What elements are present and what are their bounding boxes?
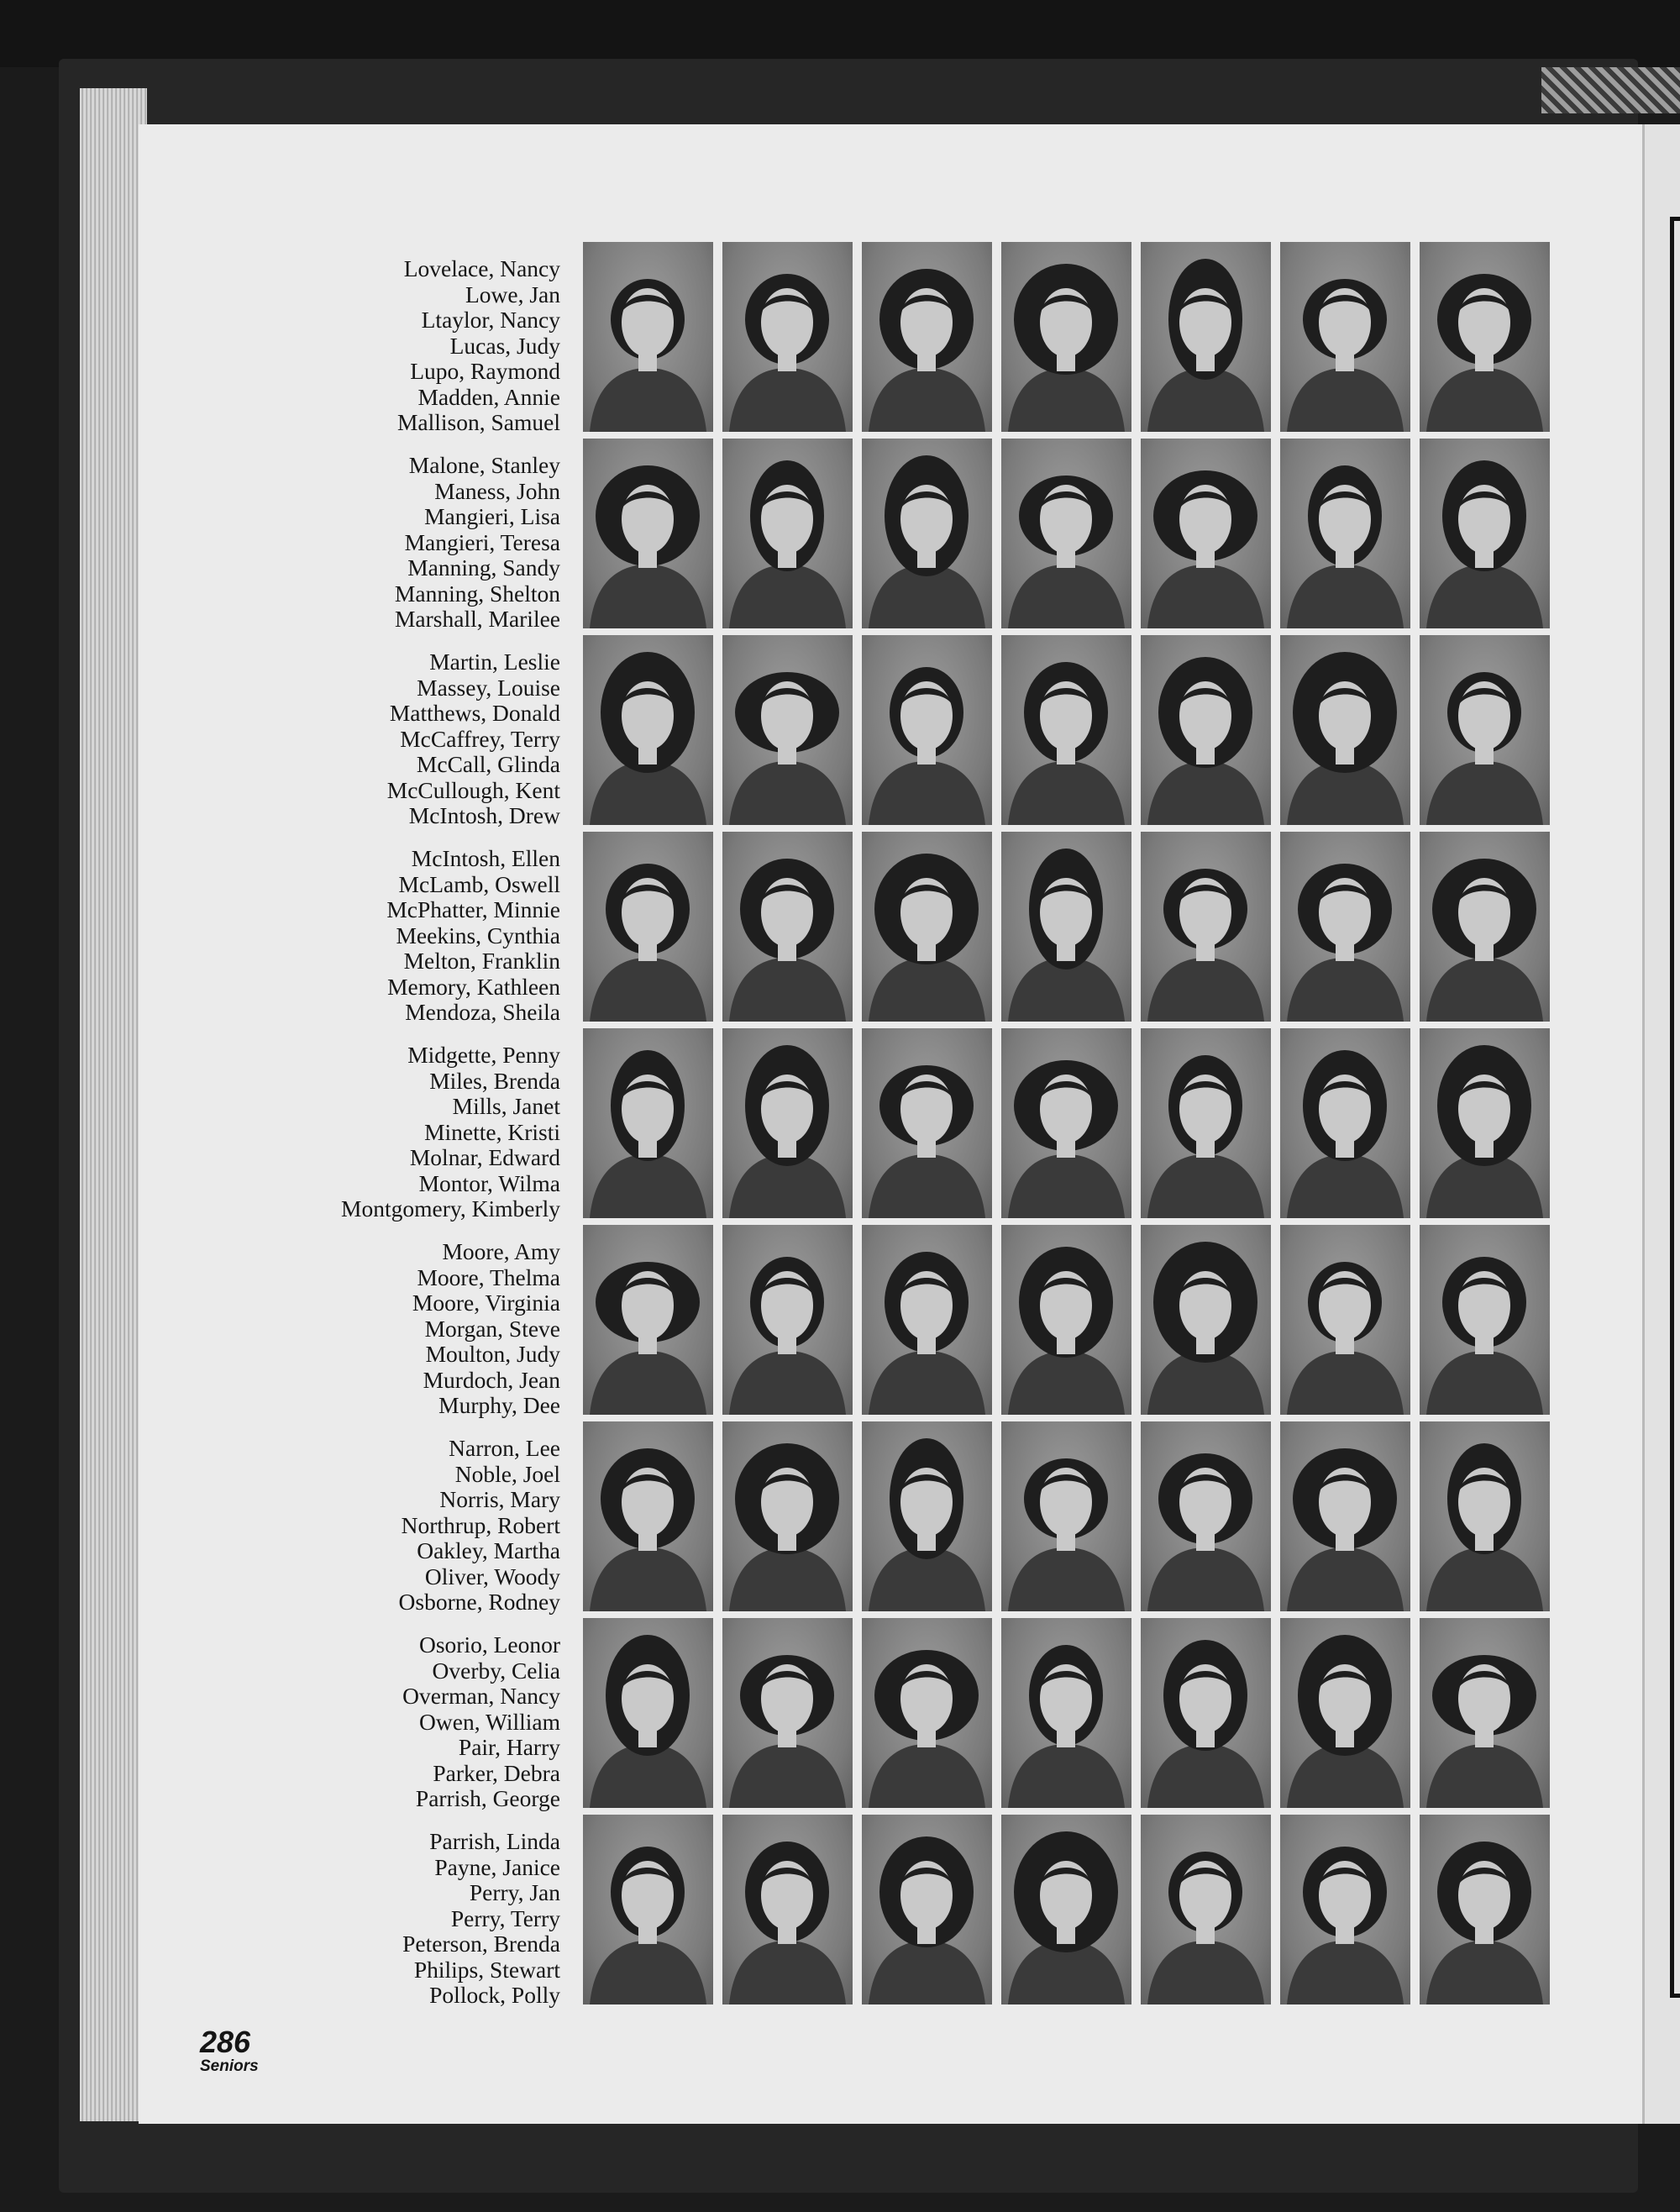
senior-name: Moore, Amy xyxy=(442,1238,560,1264)
senior-photo xyxy=(1141,1028,1271,1218)
senior-name: Philips, Stewart xyxy=(413,1956,560,1983)
senior-name: Madden, Annie xyxy=(417,383,560,410)
senior-photo xyxy=(862,1815,992,2004)
senior-name: Marshall, Marilee xyxy=(394,606,560,632)
portrait-photo-icon xyxy=(1420,1225,1550,1415)
portrait-photo-icon xyxy=(1280,439,1410,628)
senior-photo xyxy=(862,1225,992,1415)
senior-name: Overby, Celia xyxy=(432,1657,560,1684)
senior-photo xyxy=(722,1421,853,1611)
senior-name: Noble, Joel xyxy=(454,1460,560,1487)
portrait-photo-icon xyxy=(862,1028,992,1218)
senior-name: Parrish, Linda xyxy=(429,1828,560,1854)
senior-photo xyxy=(722,242,853,432)
senior-name: Pollock, Polly xyxy=(429,1982,560,2008)
portrait-photo-icon xyxy=(862,1225,992,1415)
binding-texture xyxy=(1541,67,1680,113)
senior-name: Meekins, Cynthia xyxy=(396,922,560,948)
portrait-photo-icon xyxy=(1141,1815,1271,2004)
portrait-photo-icon xyxy=(1001,242,1131,432)
senior-name: Moulton, Judy xyxy=(425,1341,560,1367)
senior-photo xyxy=(1001,242,1131,432)
portrait-photo-icon xyxy=(1420,1618,1550,1808)
senior-photo xyxy=(1141,1618,1271,1808)
portrait-photo-icon xyxy=(862,832,992,1022)
senior-photo xyxy=(1280,439,1410,628)
senior-name: McPhatter, Minnie xyxy=(386,896,560,922)
senior-name: McCullough, Kent xyxy=(386,776,560,803)
portrait-photo-icon xyxy=(862,635,992,825)
portrait-photo-icon xyxy=(1141,1421,1271,1611)
portrait-photo-icon xyxy=(722,1421,853,1611)
senior-name: McLamb, Oswell xyxy=(398,870,560,897)
senior-name: Osorio, Leonor xyxy=(418,1631,560,1658)
portrait-photo-icon xyxy=(1280,635,1410,825)
senior-name: Mallison, Samuel xyxy=(396,409,560,435)
portrait-photo-icon xyxy=(1001,439,1131,628)
portrait-photo-icon xyxy=(862,242,992,432)
senior-photo xyxy=(1001,1815,1131,2004)
page-number: 286 xyxy=(200,2025,251,2059)
senior-photo xyxy=(1001,1618,1131,1808)
senior-photo xyxy=(1280,635,1410,825)
senior-photo xyxy=(1420,242,1550,432)
senior-photo xyxy=(722,635,853,825)
portrait-photo-icon xyxy=(1420,1028,1550,1218)
senior-name: Payne, Janice xyxy=(434,1853,560,1880)
portrait-photo-icon xyxy=(1280,832,1410,1022)
senior-name: McCall, Glinda xyxy=(416,751,560,777)
portrait-photo-icon xyxy=(1280,1028,1410,1218)
senior-name: McCaffrey, Terry xyxy=(400,725,560,752)
senior-photo xyxy=(862,1028,992,1218)
name-group xyxy=(252,1829,560,2025)
portrait-photo-icon xyxy=(1141,635,1271,825)
senior-photo xyxy=(1420,1225,1550,1415)
senior-photo xyxy=(1001,439,1131,628)
senior-name: Maness, John xyxy=(434,477,560,504)
senior-photo xyxy=(862,242,992,432)
senior-photo xyxy=(862,832,992,1022)
senior-photo xyxy=(1001,832,1131,1022)
portrait-photo-icon xyxy=(1280,1618,1410,1808)
senior-name: Parker, Debra xyxy=(433,1759,560,1786)
senior-photo xyxy=(862,1618,992,1808)
senior-photo xyxy=(1280,1815,1410,2004)
senior-photo xyxy=(722,1618,853,1808)
portrait-photo-icon xyxy=(1280,242,1410,432)
senior-photo xyxy=(583,1028,713,1218)
senior-photo xyxy=(862,635,992,825)
senior-name: Osborne, Rodney xyxy=(398,1589,560,1615)
senior-name: McIntosh, Drew xyxy=(408,802,560,828)
portrait-photo-icon xyxy=(1420,1421,1550,1611)
page-edges xyxy=(80,88,147,2121)
senior-name: Manning, Sandy xyxy=(407,554,560,581)
portrait-photo-icon xyxy=(583,1815,713,2004)
portrait-photo-icon xyxy=(583,439,713,628)
senior-name: Lovelace, Nancy xyxy=(403,255,560,281)
senior-name: Murdoch, Jean xyxy=(423,1366,560,1393)
senior-photo xyxy=(1420,439,1550,628)
senior-name: Montor, Wilma xyxy=(418,1169,560,1196)
senior-photo xyxy=(1001,1028,1131,1218)
senior-name: Parrish, George xyxy=(415,1785,560,1811)
senior-photo xyxy=(1141,635,1271,825)
senior-photo xyxy=(1420,1421,1550,1611)
senior-photo xyxy=(722,1815,853,2004)
senior-name: Mendoza, Sheila xyxy=(405,999,560,1025)
senior-name: Lucas, Judy xyxy=(449,332,560,359)
portrait-photo-icon xyxy=(583,1618,713,1808)
name-group xyxy=(252,649,560,846)
portrait-photo-icon xyxy=(722,1225,853,1415)
senior-name: Martin, Leslie xyxy=(429,649,560,675)
senior-photo xyxy=(1280,1618,1410,1808)
portrait-photo-icon xyxy=(1141,1028,1271,1218)
senior-name: Manning, Shelton xyxy=(394,580,560,607)
portrait-photo-icon xyxy=(722,439,853,628)
portrait-photo-icon xyxy=(1280,1421,1410,1611)
portrait-photo-icon xyxy=(583,832,713,1022)
portrait-photo-icon xyxy=(862,1618,992,1808)
senior-photo xyxy=(1420,1815,1550,2004)
portrait-photo-icon xyxy=(1141,242,1271,432)
portrait-photo-icon xyxy=(722,1815,853,2004)
senior-photo xyxy=(1280,832,1410,1022)
senior-name: Murphy, Dee xyxy=(438,1392,560,1418)
senior-name: Malone, Stanley xyxy=(408,452,560,478)
portrait-photo-icon xyxy=(722,635,853,825)
name-group xyxy=(252,1436,560,1632)
portrait-photo-icon xyxy=(1001,1815,1131,2004)
senior-photo-grid xyxy=(583,242,1550,2004)
senior-photo xyxy=(1420,635,1550,825)
senior-photo xyxy=(722,1225,853,1415)
portrait-photo-icon xyxy=(1001,1618,1131,1808)
portrait-photo-icon xyxy=(1280,1815,1410,2004)
background xyxy=(0,0,1680,67)
senior-photo xyxy=(1280,242,1410,432)
senior-name: Melton, Franklin xyxy=(403,948,560,974)
senior-name-list xyxy=(252,256,560,2025)
senior-name: Miles, Brenda xyxy=(429,1067,560,1094)
senior-name: Mills, Janet xyxy=(452,1093,560,1119)
senior-photo xyxy=(1420,1618,1550,1808)
portrait-photo-icon xyxy=(1001,1421,1131,1611)
section-label: Seniors xyxy=(200,2057,259,2075)
senior-photo xyxy=(1420,1028,1550,1218)
senior-photo xyxy=(583,439,713,628)
senior-photo xyxy=(1141,832,1271,1022)
senior-photo xyxy=(583,832,713,1022)
name-group xyxy=(252,846,560,1043)
portrait-photo-icon xyxy=(722,1028,853,1218)
senior-photo xyxy=(583,1421,713,1611)
portrait-photo-icon xyxy=(1001,635,1131,825)
senior-photo xyxy=(722,1028,853,1218)
senior-name: Midgette, Penny xyxy=(407,1042,560,1068)
portrait-photo-icon xyxy=(1420,832,1550,1022)
senior-name: Matthews, Donald xyxy=(389,700,560,726)
portrait-photo-icon xyxy=(583,1225,713,1415)
senior-name: Pair, Harry xyxy=(458,1734,560,1760)
name-group xyxy=(252,256,560,453)
senior-photo xyxy=(583,1815,713,2004)
senior-name: Perry, Terry xyxy=(450,1905,560,1931)
portrait-photo-icon xyxy=(1001,832,1131,1022)
senior-name: Overman, Nancy xyxy=(402,1683,560,1709)
senior-photo xyxy=(862,439,992,628)
portrait-photo-icon xyxy=(862,439,992,628)
senior-photo xyxy=(722,832,853,1022)
senior-name: Moore, Virginia xyxy=(412,1290,560,1316)
senior-name: Morgan, Steve xyxy=(424,1315,560,1342)
name-group xyxy=(252,1632,560,1829)
portrait-photo-icon xyxy=(583,242,713,432)
senior-name: Mangieri, Lisa xyxy=(424,503,560,529)
senior-name: Massey, Louise xyxy=(417,674,560,701)
senior-name: Oliver, Woody xyxy=(424,1563,560,1589)
senior-name: Narron, Lee xyxy=(449,1435,560,1461)
portrait-photo-icon xyxy=(583,1028,713,1218)
senior-photo xyxy=(722,439,853,628)
portrait-photo-icon xyxy=(1141,439,1271,628)
portrait-photo-icon xyxy=(1001,1028,1131,1218)
senior-name: Ltaylor, Nancy xyxy=(421,307,560,333)
senior-name: Montgomery, Kimberly xyxy=(341,1195,560,1222)
portrait-photo-icon xyxy=(862,1421,992,1611)
senior-name: Lowe, Jan xyxy=(465,281,560,307)
portrait-photo-icon xyxy=(862,1815,992,2004)
senior-photo xyxy=(1001,635,1131,825)
portrait-photo-icon xyxy=(1420,439,1550,628)
page-folio xyxy=(200,2027,259,2076)
senior-photo xyxy=(1141,1225,1271,1415)
senior-photo xyxy=(1141,242,1271,432)
name-group xyxy=(252,1043,560,1239)
senior-name: Northrup, Robert xyxy=(401,1511,560,1538)
senior-photo xyxy=(1280,1225,1410,1415)
senior-name: Molnar, Edward xyxy=(409,1144,560,1170)
portrait-photo-icon xyxy=(1141,1618,1271,1808)
senior-photo xyxy=(862,1421,992,1611)
senior-name: Mangieri, Teresa xyxy=(404,528,560,555)
senior-photo xyxy=(1420,832,1550,1022)
senior-name: Owen, William xyxy=(419,1708,560,1735)
senior-name: Oakley, Martha xyxy=(417,1537,560,1563)
senior-name: Lupo, Raymond xyxy=(410,358,560,384)
senior-photo xyxy=(583,1618,713,1808)
portrait-photo-icon xyxy=(1001,1225,1131,1415)
portrait-photo-icon xyxy=(1280,1225,1410,1415)
facing-page-edge xyxy=(1642,124,1680,2124)
senior-name: Perry, Jan xyxy=(469,1879,560,1905)
portrait-photo-icon xyxy=(1420,1815,1550,2004)
senior-photo xyxy=(1001,1225,1131,1415)
portrait-photo-icon xyxy=(1141,832,1271,1022)
senior-name: Moore, Thelma xyxy=(417,1264,560,1290)
senior-name: Norris, Mary xyxy=(439,1486,560,1512)
portrait-photo-icon xyxy=(1420,635,1550,825)
senior-photo xyxy=(1280,1421,1410,1611)
facing-page-border xyxy=(1670,217,1680,1998)
senior-name: Minette, Kristi xyxy=(424,1118,560,1145)
portrait-photo-icon xyxy=(722,832,853,1022)
senior-photo xyxy=(1141,439,1271,628)
portrait-photo-icon xyxy=(583,1421,713,1611)
senior-name: McIntosh, Ellen xyxy=(411,845,560,871)
senior-photo xyxy=(1141,1421,1271,1611)
portrait-photo-icon xyxy=(722,242,853,432)
name-group xyxy=(252,1239,560,1436)
portrait-photo-icon xyxy=(1141,1225,1271,1415)
senior-name: Memory, Kathleen xyxy=(387,973,560,1000)
senior-photo xyxy=(1280,1028,1410,1218)
senior-photo xyxy=(1141,1815,1271,2004)
senior-name: Peterson, Brenda xyxy=(402,1931,560,1957)
portrait-photo-icon xyxy=(583,635,713,825)
senior-photo xyxy=(583,242,713,432)
portrait-photo-icon xyxy=(722,1618,853,1808)
senior-photo xyxy=(1001,1421,1131,1611)
senior-photo xyxy=(583,1225,713,1415)
senior-photo xyxy=(583,635,713,825)
name-group xyxy=(252,453,560,649)
portrait-photo-icon xyxy=(1420,242,1550,432)
